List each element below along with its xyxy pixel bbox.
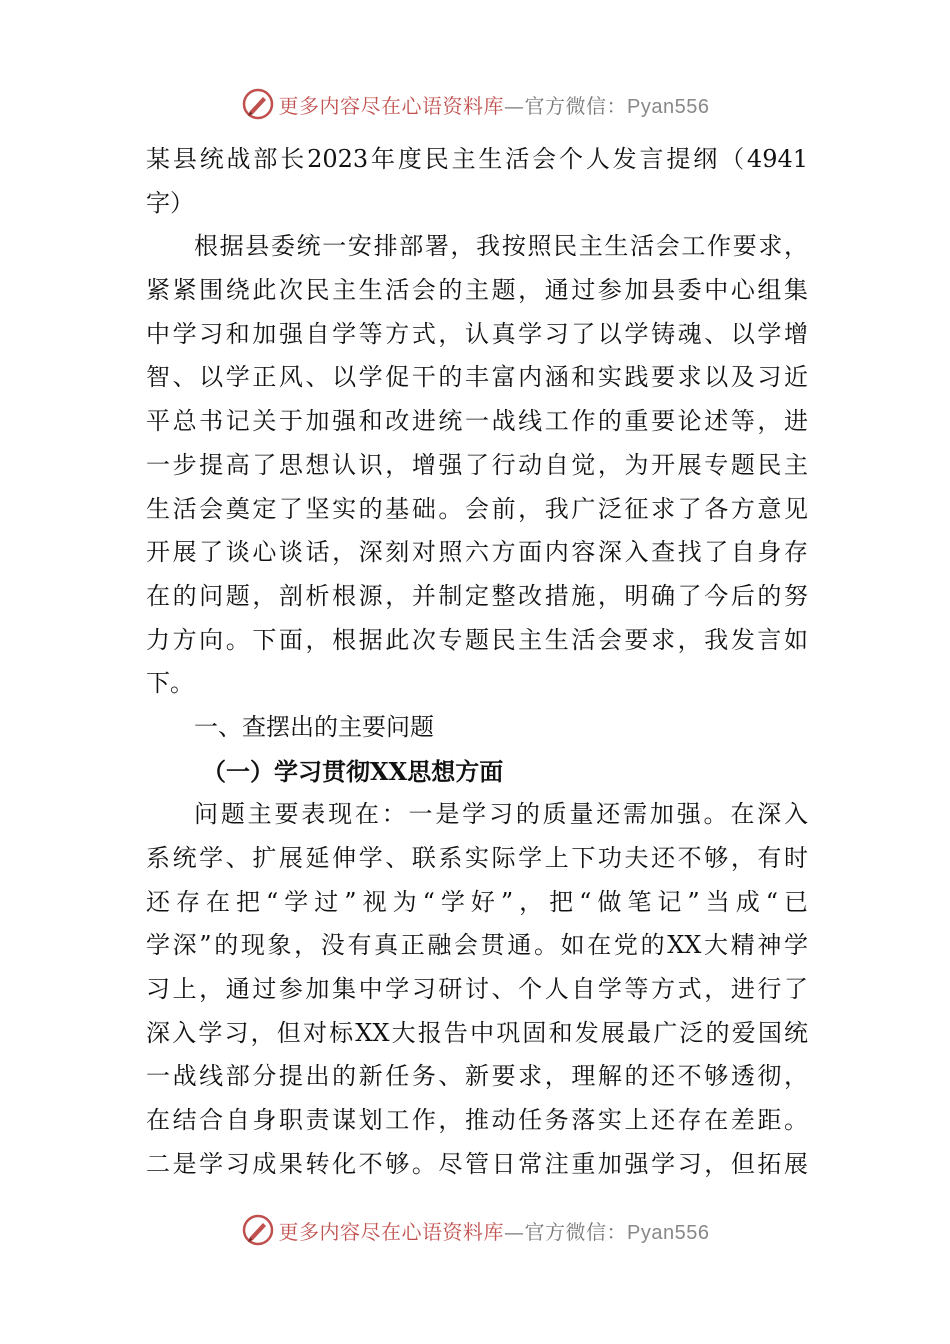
paragraph-line: 在结合自身职责谋划工作，推动任务落实上还存在差距。: [146, 1106, 808, 1135]
header-watermark-banner: [0, 84, 950, 124]
paragraph-line: 根据县委统一安排部署，我按照民主生活会工作要求，: [194, 232, 808, 261]
footer-watermark-banner: [0, 1210, 950, 1250]
paragraph-line: 二是学习成果转化不够。尽管日常注重加强学习，但拓展: [146, 1149, 808, 1178]
paragraph-line: 智、以学正风、以学促干的丰富内涵和实践要求以及习近: [146, 363, 808, 392]
paragraph-line: 习上，通过参加集中学习研讨、个人自学等方式，进行了: [146, 975, 808, 1004]
paragraph-line: 中学习和加强自学等方式，认真学习了以学铸魂、以学增: [146, 319, 808, 348]
paragraph-line: 一步提高了思想认识，增强了行动自觉，为开展专题民主: [146, 450, 808, 479]
section-heading: 一、查摆出的主要问题: [194, 712, 434, 741]
paragraph-line: 平总书记关于加强和改进统一战线工作的重要论述等，进: [146, 407, 808, 436]
paragraph-line: 系统学、扩展延伸学、联系实际学上下功夫还不够，有时: [146, 844, 808, 872]
banner-text: 更多内容尽在心语资料库—官方微信：Pyan556: [278, 93, 710, 118]
paragraph-line: 生活会奠定了坚实的基础。会前，我广泛征求了各方意见: [146, 494, 808, 523]
paragraph-line: 问题主要表现在：一是学习的质量还需加强。在深入: [194, 800, 808, 829]
paragraph-line: 学深”的现象，没有真正融会贯通。如在党的XX大精神学: [146, 931, 808, 960]
paragraph-line: 开展了谈心谈话，深刻对照六方面内容深入查找了自身存: [146, 538, 808, 567]
paragraph-line: 紧紧围绕此次民主生活会的主题，通过参加县委中心组集: [146, 276, 808, 305]
pen-logo-icon: [241, 1213, 275, 1247]
paragraph-line: 下。: [146, 669, 194, 698]
pen-logo-icon: [241, 87, 275, 121]
title-line: 字）: [146, 188, 194, 217]
paragraph-line: 还存在把“学过”视为“学好”，把“做笔记”当成“已: [146, 887, 808, 916]
paragraph-line: 力方向。下面，根据此次专题民主生活会要求，我发言如: [146, 625, 808, 654]
banner-text: 更多内容尽在心语资料库—官方微信：Pyan556: [278, 1219, 710, 1244]
document-body: [146, 138, 808, 1187]
paragraph-line: 深入学习，但对标XX大报告中巩固和发展最广泛的爱国统: [146, 1018, 808, 1047]
paragraph-line: 在的问题，剖析根源，并制定整改措施，明确了今后的努: [146, 581, 808, 610]
subsection-heading: （一）学习贯彻XX思想方面: [202, 756, 504, 786]
title-line: 某县统战部长2023年度民主生活会个人发言提纲（4941: [146, 145, 808, 173]
paragraph-line: 一战线部分提出的新任务、新要求，理解的还不够透彻，: [146, 1062, 808, 1091]
